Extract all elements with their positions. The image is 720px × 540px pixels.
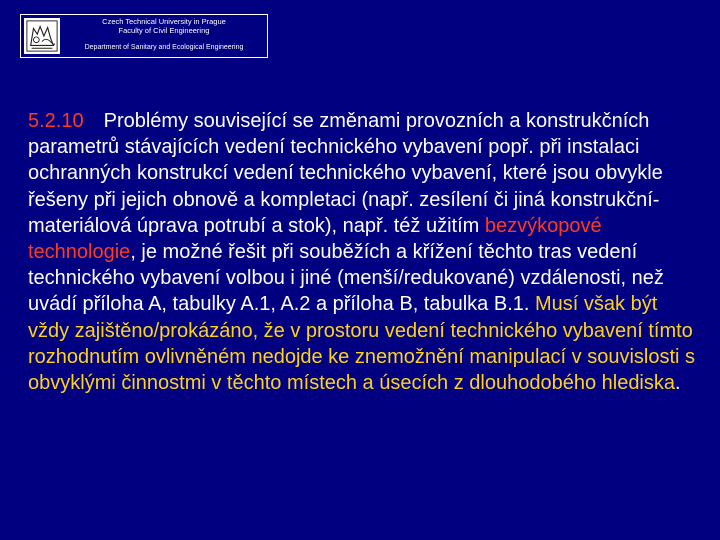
paragraph-text-1: Problémy související se změnami provozních a konstrukčních parametrů stávajících vedení technického vybavení popř. při instalaci ochranných konstrukcí vedení technického vybavení, které jsou obvykle řešeny při jejich obnově a kompletaci (např. zesílení či jiná konstrukční-materiálová úprava potrubí a stok), např. též užitím: [28, 110, 663, 237]
faculty-name: Faculty of Civil Engineering: [118, 26, 210, 35]
university-seal-icon: [24, 18, 60, 54]
highlight-trenchless-technology: bezvýkopové technologie: [28, 214, 602, 264]
body-paragraph: [28, 108, 698, 396]
paragraph-end: .: [675, 372, 681, 395]
paragraph-text-2: , je možné řešit při souběžích a křížení těchto tras vedení technického vybavení volbou i jiné (menší/redukované) vzdálenosti, než uvádí příloha A, tabulky A.1, A.2 a příloha B, tabulka B.1.: [28, 241, 664, 316]
department-name: Department of Sanitary and Ecological Engineering: [84, 44, 244, 51]
university-name: Czech Technical University in Prague: [102, 17, 226, 26]
highlight-requirement: Musí však být vždy zajištěno/prokázáno, že v prostoru vedení technického vybavení tímto rozhodnutím ovlivněném nedojde ke znemožnění manipulací v souvislosti s obvyklými činnostmi v těchto místech a úsecích z dlouhodobého hlediska: [28, 293, 696, 395]
section-number: 5.2.10: [28, 110, 84, 132]
header-banner: [20, 14, 268, 58]
